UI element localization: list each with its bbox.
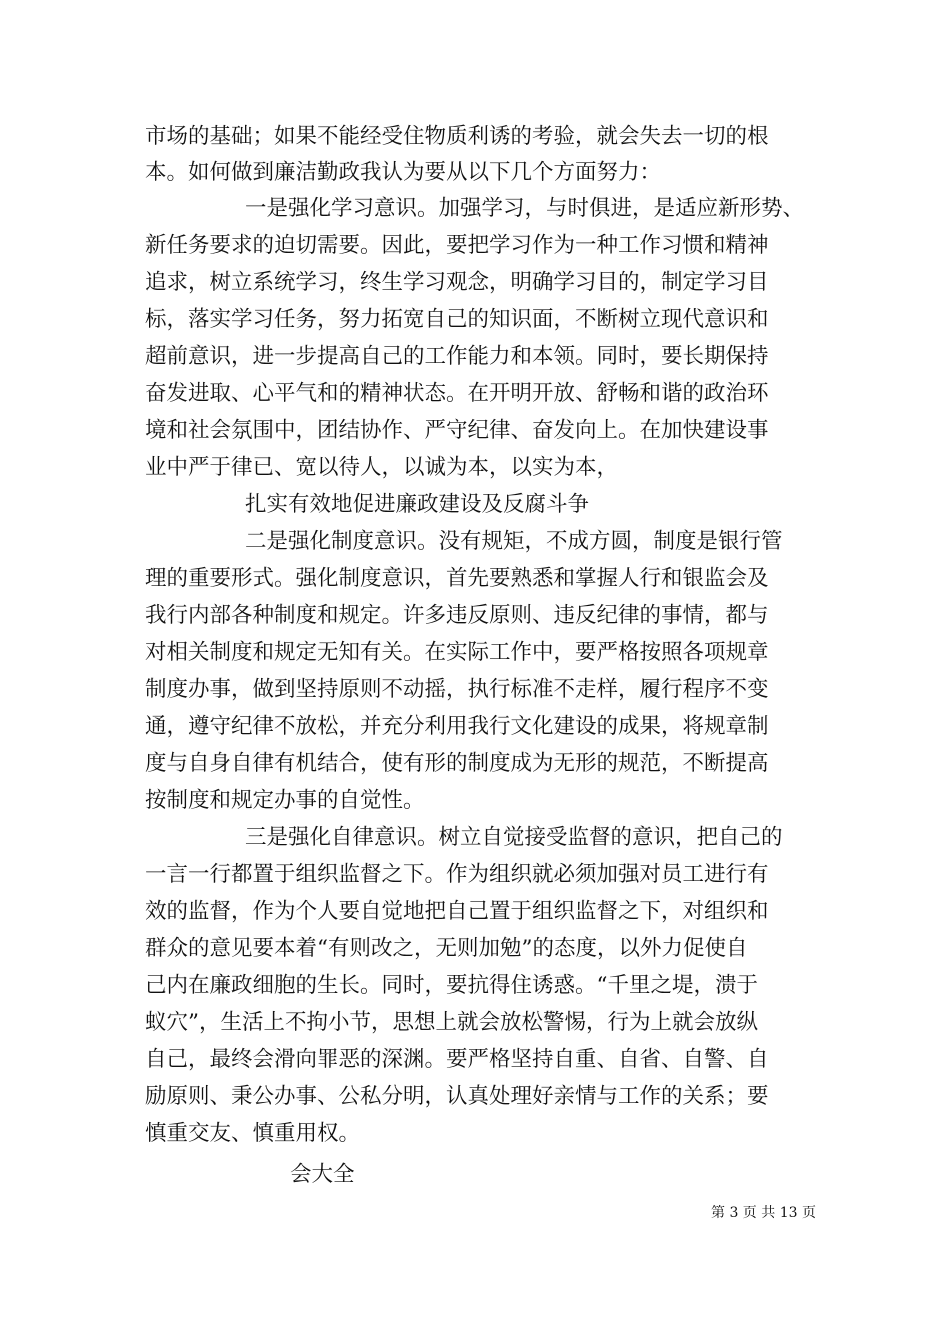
- trailing-fragment-line: 会大全: [290, 1162, 355, 1187]
- text-line: 效的监督，作为个人要自觉地把自己置于组织监督之下，对组织和: [145, 899, 769, 924]
- text-line: 我行内部各种制度和规定。许多违反原则、违反纪律的事情，都与: [145, 603, 769, 628]
- text-line: 度与自身自律有机结合，使有形的制度成为无形的规范，不断提高: [145, 751, 769, 776]
- page-number-footer: 第 3 页 共 13 页: [711, 1205, 816, 1221]
- text-line: 蚁穴”，生活上不拘小节，思想上就会放松警惕，行为上就会放纵: [145, 1010, 758, 1035]
- text-line: 市场的基础；如果不能经受住物质利诱的考验，就会失去一切的根: [145, 124, 769, 149]
- text-line: 群众的意见要本着“有则改之，无则加勉”的态度，以外力促使自: [145, 936, 748, 961]
- text-line: 励原则、秉公办事、公私分明，认真处理好亲情与工作的关系；要: [145, 1084, 769, 1109]
- paragraph-start-line: 二是强化制度意识。没有规矩，不成方圆，制度是银行管: [245, 529, 783, 554]
- text-line: 本。如何做到廉洁勤政我认为要从以下几个方面努力：: [145, 160, 662, 185]
- text-line: 自己，最终会滑向罪恶的深渊。要严格坚持自重、自省、自警、自: [145, 1047, 769, 1072]
- text-line: 对相关制度和规定无知有关。在实际工作中，要严格按照各项规章: [145, 640, 769, 665]
- text-line: 超前意识，进一步提高自己的工作能力和本领。同时，要长期保持: [145, 344, 769, 369]
- text-line: 追求，树立系统学习，终生学习观念，明确学习目的，制定学习目: [145, 270, 769, 295]
- text-line: 一言一行都置于组织监督之下。作为组织就必须加强对员工进行有: [145, 862, 769, 887]
- text-line: 标，落实学习任务，努力拓宽自己的知识面，不断树立现代意识和: [145, 307, 769, 332]
- paragraph-start-line: 一是强化学习意识。加强学习，与时俱进，是适应新形势、: [245, 196, 805, 221]
- text-line: 通，遵守纪律不放松，并充分利用我行文化建设的成果，将规章制: [145, 714, 769, 739]
- text-line: 境和社会氛围中，团结协作、严守纪律、奋发向上。在加快建设事: [145, 418, 769, 443]
- text-line: 理的重要形式。强化制度意识，首先要熟悉和掌握人行和银监会及: [145, 566, 769, 591]
- text-line: 己内在廉政细胞的生长。同时，要抗得住诱惑。“千里之堤，溃于: [145, 973, 758, 998]
- inserted-heading-line: 扎实有效地促进廉政建设及反腐斗争: [245, 492, 590, 517]
- paragraph-start-line: 三是强化自律意识。树立自觉接受监督的意识，把自己的: [245, 825, 783, 850]
- text-line: 按制度和规定办事的自觉性。: [145, 788, 425, 813]
- text-line: 慎重交友、慎重用权。: [145, 1121, 361, 1146]
- text-line: 奋发进取、心平气和的精神状态。在开明开放、舒畅和谐的政治环: [145, 381, 769, 406]
- text-line: 业中严于律已、宽以待人，以诚为本，以实为本，: [145, 455, 619, 480]
- text-line: 新任务要求的迫切需要。因此，要把学习作为一种工作习惯和精神: [145, 233, 769, 258]
- text-line: 制度办事，做到坚持原则不动摇，执行标准不走样，履行程序不变: [145, 677, 769, 702]
